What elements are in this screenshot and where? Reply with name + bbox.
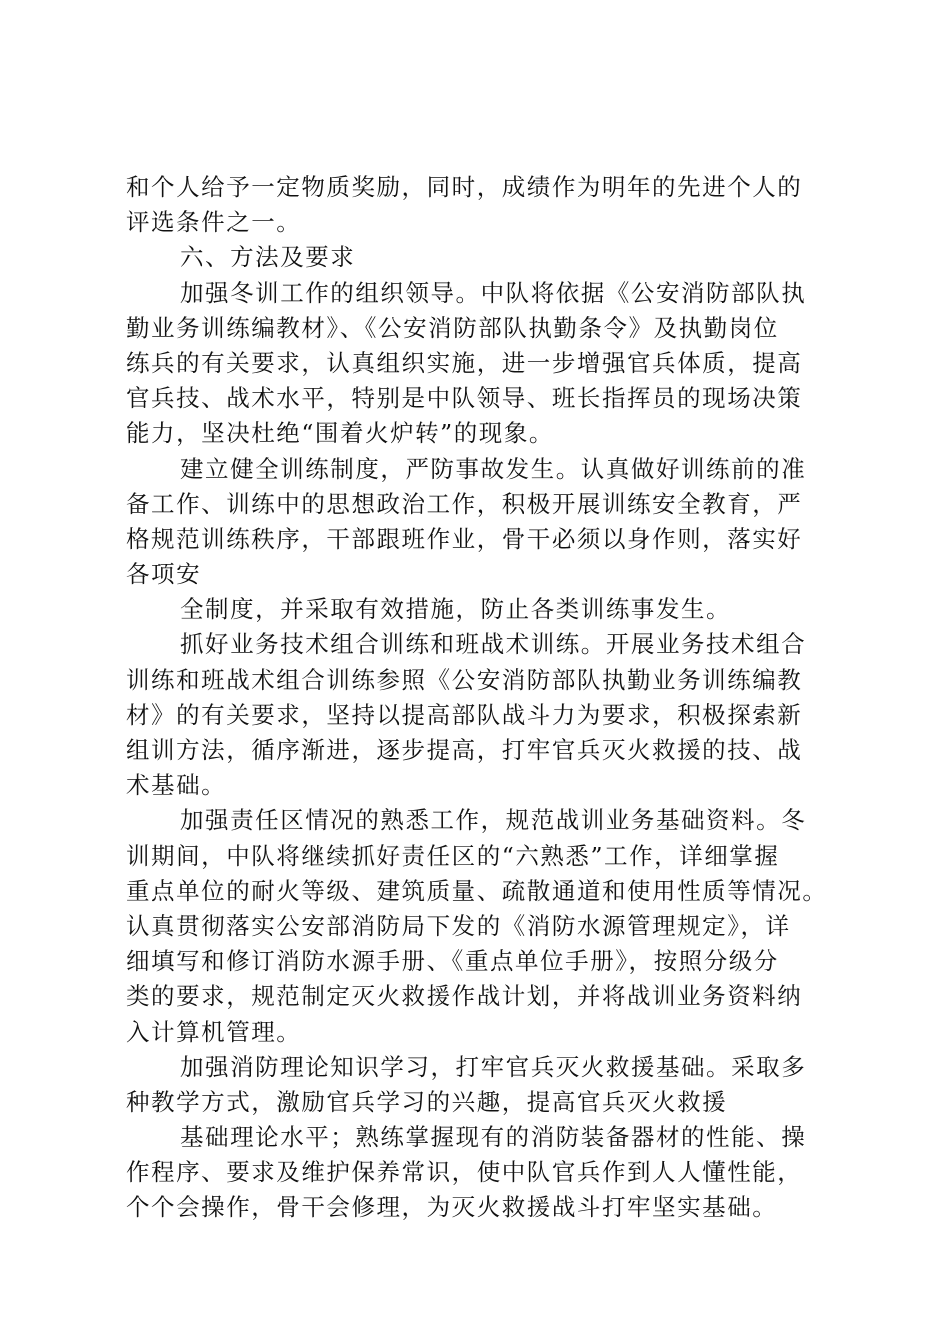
text-line: 能力，坚决杜绝“围着火炉转”的现象。 xyxy=(126,419,554,448)
text-line: 官兵技、战术水平，特别是中队领导、班长指挥员的现场决策 xyxy=(126,384,803,413)
text-line: 种教学方式，激励官兵学习的兴趣，提高官兵灭火救援 xyxy=(126,1087,728,1116)
text-line: 类的要求，规范制定灭火救援作战计划，并将战训业务资料纳 xyxy=(126,982,803,1011)
text-line: 重点单位的耐火等级、建筑质量、疏散通道和使用性质等情况。 xyxy=(126,876,828,905)
text-line: 抓好业务技术组合训练和班战术训练。开展业务技术组合 xyxy=(180,630,807,659)
text-line: 建立健全训练制度，严防事故发生。认真做好训练前的准 xyxy=(180,454,807,483)
text-line: 加强消防理论知识学习，打牢官兵灭火救援基础。采取多 xyxy=(180,1052,807,1081)
text-line: 练兵的有关要求，认真组织实施，进一步增强官兵体质，提高 xyxy=(126,348,803,377)
text-line: 细填写和修订消防水源手册、《重点单位手册》，按照分级分 xyxy=(126,947,779,976)
text-line: 材》的有关要求，坚持以提高部队战斗力为要求，积极探索新 xyxy=(126,700,803,729)
text-line: 个个会操作，骨干会修理，为灭火救援战斗打牢坚实基础。 xyxy=(126,1193,778,1222)
text-line: 备工作、训练中的思想政治工作，积极开展训练安全教育，严 xyxy=(126,489,803,518)
text-line: 训练和班战术组合训练参照《公安消防部队执勤业务训练编教 xyxy=(126,665,803,694)
text-line: 加强责任区情况的熟悉工作，规范战训业务基础资料。冬 xyxy=(180,806,807,835)
text-line: 六、方法及要求 xyxy=(180,243,356,272)
text-line: 术基础。 xyxy=(126,771,227,800)
document-body xyxy=(126,170,836,1226)
text-line: 作程序、要求及维护保养常识，使中队官兵作到人人懂性能， xyxy=(126,1158,803,1187)
text-line: 加强冬训工作的组织领导。中队将依据《公安消防部队执 xyxy=(180,278,807,307)
text-line: 训期间，中队将继续抓好责任区的“六熟悉”工作，详细掌握 xyxy=(126,841,780,870)
text-line: 组训方法，循序渐进，逐步提高，打牢官兵灭火救援的技、战 xyxy=(126,736,803,764)
text-line: 入计算机管理。 xyxy=(126,1017,302,1046)
text-line: 勤业务训练编教材》、《公安消防部队执勤条令》及执勤岗位 xyxy=(126,313,779,342)
text-line: 基础理论水平；熟练掌握现有的消防装备器材的性能、操 xyxy=(180,1123,807,1152)
text-line: 全制度，并采取有效措施，防止各类训练事发生。 xyxy=(180,595,732,624)
text-line: 和个人给予一定物质奖励，同时，成绩作为明年的先进个人的 xyxy=(126,173,803,201)
text-line: 评选条件之一。 xyxy=(126,208,302,237)
text-line: 各项安 xyxy=(126,560,202,589)
text-line: 认真贯彻落实公安部消防局下发的《消防水源管理规定》，详 xyxy=(126,911,791,940)
text-line: 格规范训练秩序，干部跟班作业，骨干必须以身作则，落实好 xyxy=(126,524,803,553)
